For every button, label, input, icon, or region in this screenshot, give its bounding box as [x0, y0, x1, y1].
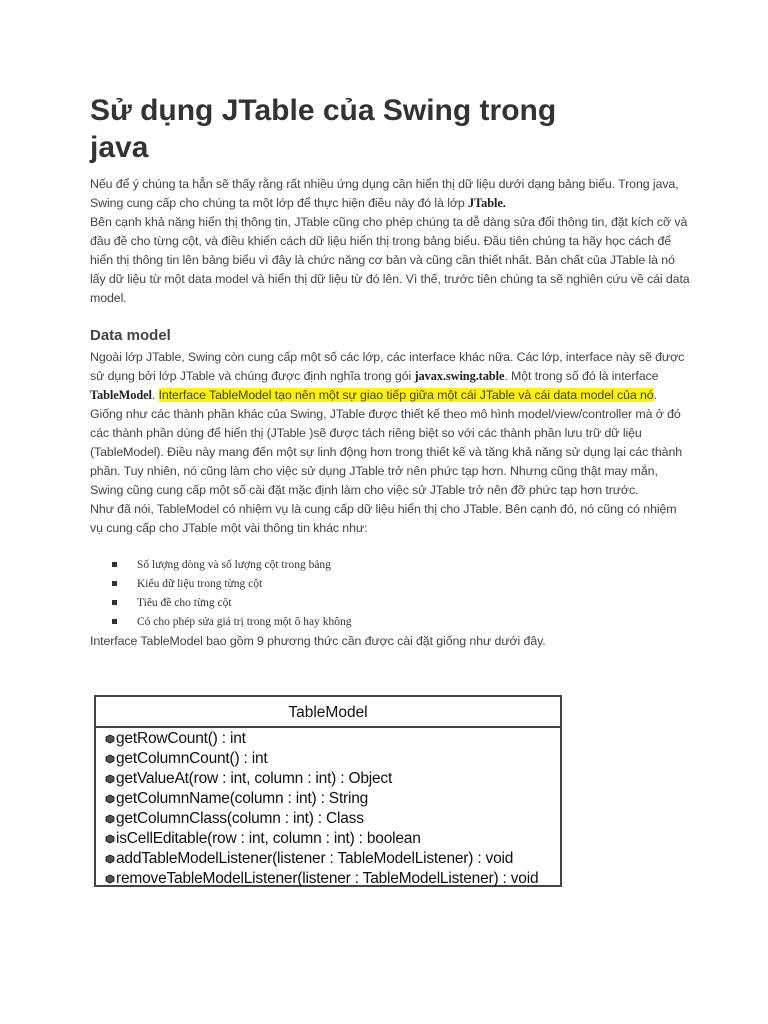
- page-title: Sử dụng JTable của Swing trong java: [90, 94, 557, 164]
- list-item-text: Kiểu dữ liệu trong từng cột: [137, 578, 263, 590]
- method-icon: [105, 854, 115, 864]
- section-heading: Data model: [90, 327, 171, 344]
- method-signature: getValueAt(row : int, column : int) : Object: [116, 770, 393, 787]
- uml-method: [96, 809, 560, 829]
- list-item: [112, 575, 690, 594]
- list-item: [112, 556, 690, 575]
- method-icon: [105, 834, 115, 844]
- uml-method-list: [96, 728, 560, 889]
- uml-method: [96, 829, 560, 849]
- tablemodel-paragraph: Như đã nói, TableModel có nhiệm vụ là cung cấp dữ liệu hiển thị cho JTable. Bên cạnh đó, nó cũng có nhiệm vụ cung cấp cho JTable một vài thông tin khác như:: [90, 502, 677, 535]
- uml-method: [96, 749, 560, 769]
- method-icon: [105, 794, 115, 804]
- uml-method: [96, 849, 560, 869]
- uml-method: [96, 789, 560, 809]
- intro-paragraph-1: [90, 175, 690, 213]
- methods-intro-paragraph: Interface TableModel bao gồm 9 phương thức cần được cài đặt giống như dưới đây.: [90, 634, 546, 648]
- method-signature: getRowCount() : int: [116, 730, 246, 747]
- method-signature: addTableModelListener(listener : TableModelListener) : void: [116, 850, 514, 867]
- paragraph-text-e: .: [151, 388, 159, 402]
- method-signature: getColumnClass(column : int) : Class: [116, 810, 364, 827]
- intro-text: Nếu để ý chúng ta hẳn sẽ thấy rằng rất nhiều ứng dụng cần hiển thị dữ liệu dưới dạng bảng biểu. Trong java, Swing cung cấp cho chúng ta một lớp để thực hiện điều này đó là lớp: [90, 177, 679, 210]
- document-body: [90, 92, 690, 651]
- bullet-icon: [112, 600, 117, 605]
- bullet-icon: [112, 581, 117, 586]
- paragraph-text-f: . Giống như các thành phần khác của Swing, JTable được thiết kế theo mô hình model/view/controller mà ở đó các thành phần dùng để hiển thị (JTable )sẽ được tách riêng biệt so với các thành phần lưu trữ dữ liệu (TableModel). Điều này mang đến một sự linh động hơn trong thiết kế và tăng khả năng sử dụng lại các thành phần. Tuy nhiên, nó cũng làm cho việc sử dụng JTable trở nên phức tạp hơn. Nhưng cũng thật may mắn, Swing cũng cung cấp một số cài đặt mặc định làm cho việc sử JTable trở nên đỡ phức tạp hơn trước.: [90, 388, 683, 497]
- jtable-class-name: JTable.: [468, 196, 506, 210]
- info-list: [90, 556, 690, 632]
- list-item-text: Có cho phép sửa giá trị trong một ô hay không: [137, 616, 352, 628]
- method-icon: [105, 734, 115, 744]
- bullet-icon: [112, 619, 117, 624]
- paragraph-text-c: . Một trong số đó là interface: [504, 369, 659, 383]
- method-signature: isCellEditable(row : int, column : int) : boolean: [116, 830, 421, 847]
- method-icon: [105, 754, 115, 764]
- uml-class-diagram: [94, 695, 562, 887]
- paragraph-text-a: Ngoài lớp JTable, Swing còn cung cấp một số các lớp, các interface khác nữa. Các lớp, interface này sẽ được sử dụng bởi lớp JTable và chúng được định nghĩa trong gói: [90, 350, 685, 383]
- method-signature: removeTableModelListener(listener : TableModelListener) : void: [116, 870, 539, 887]
- interface-name: TableModel: [90, 388, 152, 402]
- method-icon: [105, 774, 115, 784]
- list-item: [112, 613, 690, 632]
- uml-method: [96, 869, 560, 889]
- method-signature: getColumnCount() : int: [116, 750, 268, 767]
- uml-method: [96, 769, 560, 789]
- list-item: [112, 594, 690, 613]
- uml-method: [96, 729, 560, 749]
- package-name: javax.swing.table: [414, 369, 505, 383]
- method-signature: getColumnName(column : int) : String: [116, 790, 369, 807]
- bullet-icon: [112, 562, 117, 567]
- method-icon: [105, 874, 115, 884]
- intro-paragraph-2: Bên cạnh khả năng hiển thị thông tin, JTable cũng cho phép chúng ta dễ dàng sửa đổi thông tin, đặt kích cỡ và đầu đề cho từng cột, và điều khiển cách dữ liệu hiển thị trong bảng biểu. Đầu tiên chúng ta hãy học cách để hiển thị thông tin lên bảng biểu vì đây là chức năng cơ bản và cũng cần thiết nhất. Bản chất của JTable là nó lấy dữ liệu từ một data model và hiển thị dữ liệu từ đó lên. Vì thế, trước tiên chúng ta sẽ nghiên cứu về cái data model.: [90, 215, 690, 305]
- uml-class-name: TableModel: [96, 697, 560, 728]
- data-model-paragraph: [90, 348, 690, 500]
- method-icon: [105, 814, 115, 824]
- list-item-text: Số lượng dòng và số lượng cột trong bảng: [137, 559, 331, 571]
- list-item-text: Tiêu đề cho từng cột: [137, 597, 232, 609]
- highlighted-text: Interface TableModel tạo nên một sự giao tiếp giữa một cái JTable và cái data model của nó: [158, 388, 654, 402]
